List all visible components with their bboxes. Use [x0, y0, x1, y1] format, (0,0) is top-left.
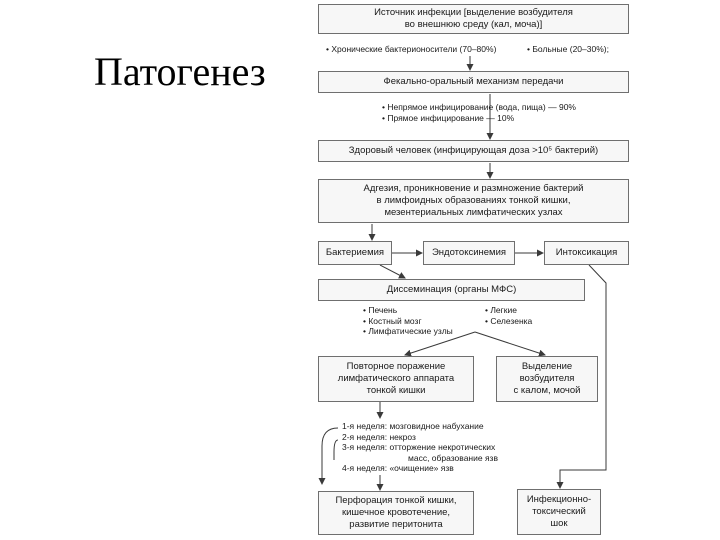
- arrow-bacteremia-to-dissemination: [380, 265, 405, 278]
- node-repeat-lesion: Повторное поражение лимфатического аппарата тонкой кишки: [318, 356, 474, 402]
- node-infection-source: Источник инфекции [выделение возбудителя во внешнюю среду (кал, моча)]: [318, 4, 629, 34]
- node-perforation: Перфорация тонкой кишки, кишечное кровотечение, развитие перитонита: [318, 491, 474, 535]
- arrow-dissemination-to-excretion: [475, 332, 545, 355]
- node-endotoxinemia: Эндотоксинемия: [423, 241, 515, 265]
- node-adhesion: Адгезия, проникновение и размножение бактерий в лимфоидных образованиях тонкой кишки, мезентериальных лимфатических узлах: [318, 179, 629, 223]
- note-weeks: 1-я неделя: мозговидное набухание 2-я неделя: некроз 3-я неделя: отторжение некротических масс, образование язв 4-я неделя: «очищение» язв: [342, 421, 498, 473]
- node-transmission-mechanism: Фекально-оральный механизм передачи: [318, 71, 629, 93]
- note-transmission: • Непрямое инфицирование (вода, пища) — 90% • Прямое инфицирование — 10%: [382, 102, 576, 123]
- node-intoxication: Интоксикация: [544, 241, 629, 265]
- node-shock: Инфекционно- токсический шок: [517, 489, 601, 535]
- bracket-weeks-inner: [334, 440, 338, 460]
- node-bacteremia: Бактериемия: [318, 241, 392, 265]
- node-excretion: Выделение возбудителя с калом, мочой: [496, 356, 598, 402]
- note-organs-left: • Печень • Костный мозг • Лимфатические узлы: [363, 305, 453, 336]
- node-healthy-person: Здоровый человек (инфицирующая доза >10⁵ бактерий): [318, 140, 629, 162]
- note-organs-right: • Легкие • Селезенка: [485, 305, 533, 326]
- bracket-weeks-outer: [322, 428, 338, 484]
- note-sick: • Больные (20–30%);: [527, 44, 609, 54]
- page-title: Патогенез: [94, 49, 266, 94]
- node-dissemination: Диссеминация (органы МФС): [318, 279, 585, 301]
- note-chronic-carriers: • Хронические бактерионосители (70–80%): [326, 44, 497, 54]
